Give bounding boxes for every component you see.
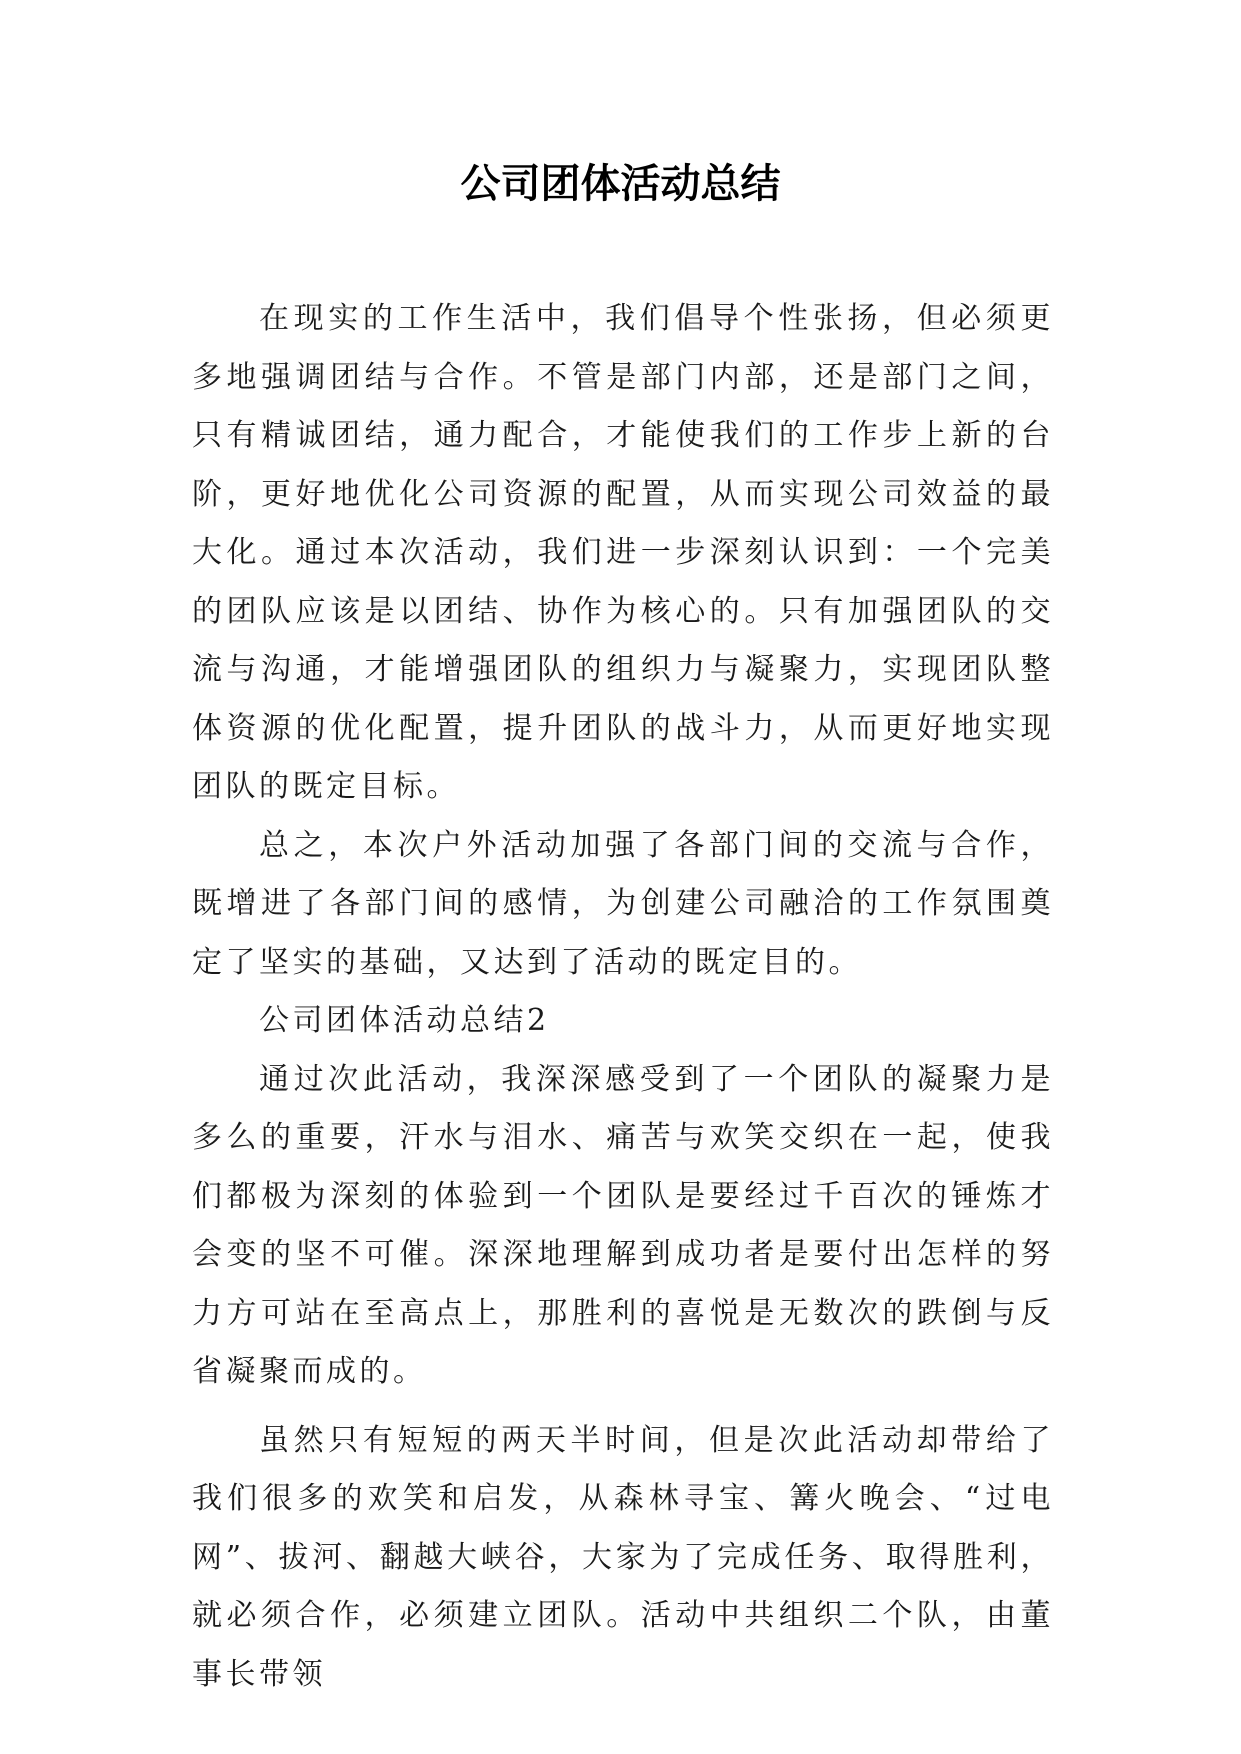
paragraph-4: 虽然只有短短的两天半时间，但是次此活动却带给了我们很多的欢笑和启发，从森林寻宝、篝火晚会、“过电网”、拔河、翻越大峡谷，大家为了完成任务、取得胜利，就必须合作，必须建立团队。活动中共组织二个队，由董事长带领 [192,1422,1054,1692]
section-subheading: 公司团体活动总结2 [259,1003,550,1038]
document-title: 公司团体活动总结 [460,161,781,207]
paragraph-3: 通过次此活动，我深深感受到了一个团队的凝聚力是多么的重要，汗水与泪水、痛苦与欢笑交织在一起，使我们都极为深刻的体验到一个团队是要经过千百次的锤炼才会变的坚不可催。深深地理解到成功者是要付出怎样的努力方可站在至高点上，那胜利的喜悦是无数次的跌倒与反省凝聚而成的。 [192,1061,1054,1389]
paragraph-1: 在现实的工作生活中，我们倡导个性张扬，但必须更多地强调团结与合作。不管是部门内部，还是部门之间，只有精诚团结，通力配合，才能使我们的工作步上新的台阶，更好地优化公司资源的配置，从而实现公司效益的最大化。通过本次活动，我们进一步深刻认识到：一个完美的团队应该是以团结、协作为核心的。只有加强团队的交流与沟通，才能增强团队的组织力与凝聚力，实现团队整体资源的优化配置，提升团队的战斗力，从而更好地实现团队的既定目标。 [192,301,1054,804]
document-body [192,290,1054,1704]
paragraph-2: 总之，本次户外活动加强了各部门间的交流与合作，既增进了各部门间的感情，为创建公司融洽的工作氛围奠定了坚实的基础，又达到了活动的既定目的。 [192,827,1054,980]
